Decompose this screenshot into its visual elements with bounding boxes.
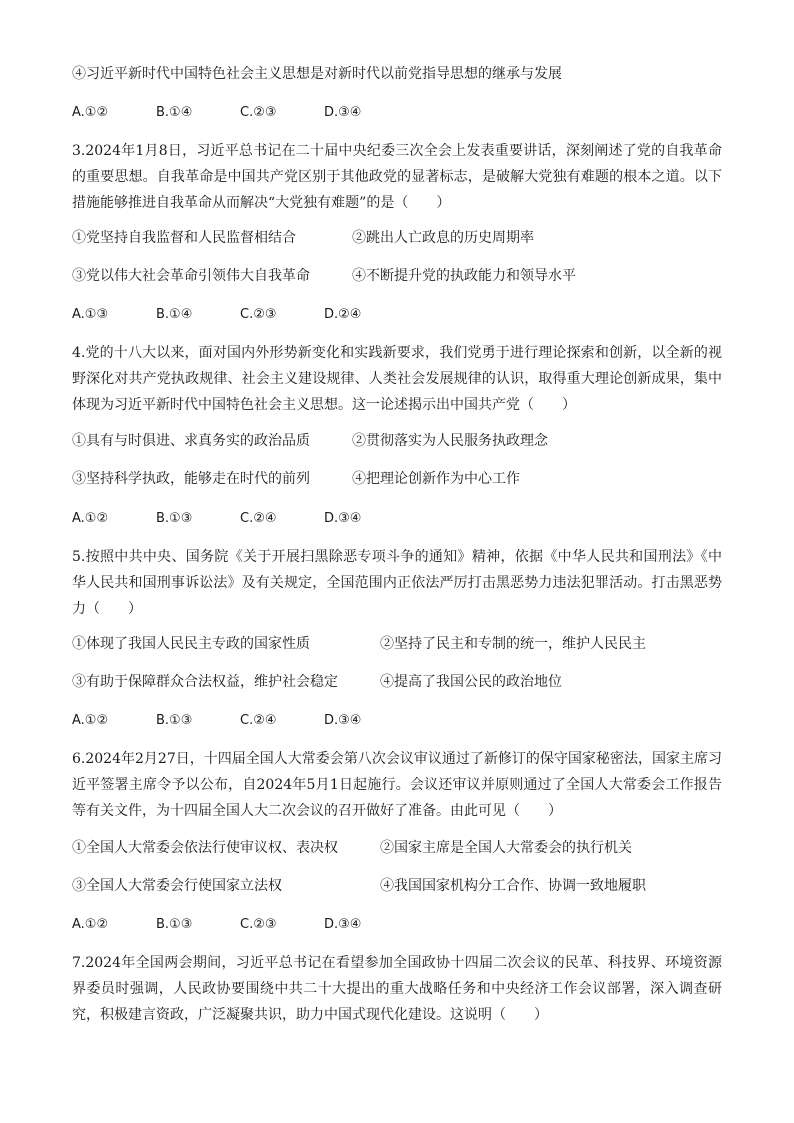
q6-option-2: ②国家主席是全国人大常委会的执行机关 <box>380 840 632 856</box>
q3-option-2: ②跳出人亡政息的历史周期率 <box>352 230 534 246</box>
q5-option-4: ④提高了我国公民的政治地位 <box>380 674 562 690</box>
q4-option-4: ④把理论创新作为中心工作 <box>352 471 520 487</box>
q3-option-4: ④不断提升党的执政能力和领导水平 <box>352 268 576 284</box>
q6-answer-b: B.①③ <box>156 917 193 932</box>
q7-stem: 7.2024年全国两会期间，习近平总书记在看望参加全国政协十四届二次会议的民革、科技界、环境资源界委员时强调，人民政协要围绕中共二十大提出的重大战略任务和中央经济工作会议部署，深入调查研究，积极建言资政，广泛凝聚共识，助力中国式现代化建设。这说明（ ） <box>72 955 722 1023</box>
q3-answer-b: B.①④ <box>156 307 193 322</box>
q4-stem: 4.党的十八大以来，面对国内外形势新变化和实践新要求，我们党勇于进行理论探索和创新，以全新的视野深化对共产党执政规律、社会主义建设规律、人类社会发展规律的认识，取得重大理论创新成果，集中体现为习近平新时代中国特色社会主义思想。这一论述揭示出中国共产党（ ） <box>72 345 722 413</box>
q6-answer-a: A.①② <box>72 917 109 932</box>
q6-answer-d: D.③④ <box>324 917 362 932</box>
q6-option-4: ④我国国家机构分工合作、协调一致地履职 <box>380 878 646 894</box>
q2-answers <box>72 103 408 123</box>
q4-answers <box>72 509 408 529</box>
q5-option-1: ①体现了我国人民民主专政的国家性质 <box>72 636 310 652</box>
q6-option-1: ①全国人大常委会依法行使审议权、表决权 <box>72 840 338 856</box>
q3-option-3: ③党以伟大社会革命引领伟大自我革命 <box>72 268 310 284</box>
q4-answer-d: D.③④ <box>324 511 362 526</box>
q3-stem: 3.2024年1月8日，习近平总书记在二十届中央纪委三次全会上发表重要讲话，深刻阐述了党的自我革命的重要思想。自我革命是中国共产党区别于其他政党的显著标志，是破解大党独有难题的根本之道。以下措施能够推进自我革命从而解决“大党独有难题”的是（ ） <box>72 143 722 211</box>
q6-stem: 6.2024年2月27日，十四届全国人大常委会第八次会议审议通过了新修订的保守国家秘密法，国家主席习近平签署主席令予以公布，自2024年5月1日起施行。会议还审议并原则通过了全国人大常委会工作报告等有关文件，为十四届全国人大二次会议的召开做好了准备。由此可见（ ） <box>72 751 722 819</box>
q4-option-2: ②贯彻落实为人民服务执政理念 <box>352 433 548 449</box>
q5-option-2: ②坚持了民主和专制的统一，维护人民民主 <box>380 636 646 652</box>
q4-option-1: ①具有与时俱进、求真务实的政治品质 <box>72 433 310 449</box>
q4-answer-a: A.①② <box>72 511 109 526</box>
q6-option-3: ③全国人大常委会行使国家立法权 <box>72 878 282 894</box>
q3-answers <box>72 305 408 325</box>
q4-answer-c: C.②④ <box>240 511 277 526</box>
q6-answers <box>72 915 408 935</box>
q6-answer-c: C.②③ <box>240 917 277 932</box>
q2-answer-c: C.②③ <box>240 105 277 120</box>
q3-answer-c: C.②③ <box>240 307 277 322</box>
q4-option-3: ③坚持科学执政，能够走在时代的前列 <box>72 471 310 487</box>
q5-answer-b: B.①③ <box>156 713 193 728</box>
q2-answer-a: A.①② <box>72 105 109 120</box>
q2-answer-b: B.①④ <box>156 105 193 120</box>
q3-option-1: ①党坚持自我监督和人民监督相结合 <box>72 230 296 246</box>
q5-option-3: ③有助于保障群众合法权益，维护社会稳定 <box>72 674 338 690</box>
q5-answer-a: A.①② <box>72 713 109 728</box>
q3-answer-a: A.①③ <box>72 307 109 322</box>
q5-stem: 5.按照中共中央、国务院《关于开展扫黑除恶专项斗争的通知》精神，依据《中华人民共和国刑法》《中华人民共和国刑事诉讼法》及有关规定，全国范围内正依法严厉打击黑恶势力违法犯罪活动。打击黑恶势力（ ） <box>72 549 722 617</box>
q4-answer-b: B.①③ <box>156 511 193 526</box>
q2-option-4: ④习近平新时代中国特色社会主义思想是对新时代以前党指导思想的继承与发展 <box>72 66 562 82</box>
q3-answer-d: D.②④ <box>324 307 362 322</box>
q2-answer-d: D.③④ <box>324 105 362 120</box>
q5-answer-d: D.③④ <box>324 713 362 728</box>
q5-answers <box>72 711 408 731</box>
q5-answer-c: C.②④ <box>240 713 277 728</box>
